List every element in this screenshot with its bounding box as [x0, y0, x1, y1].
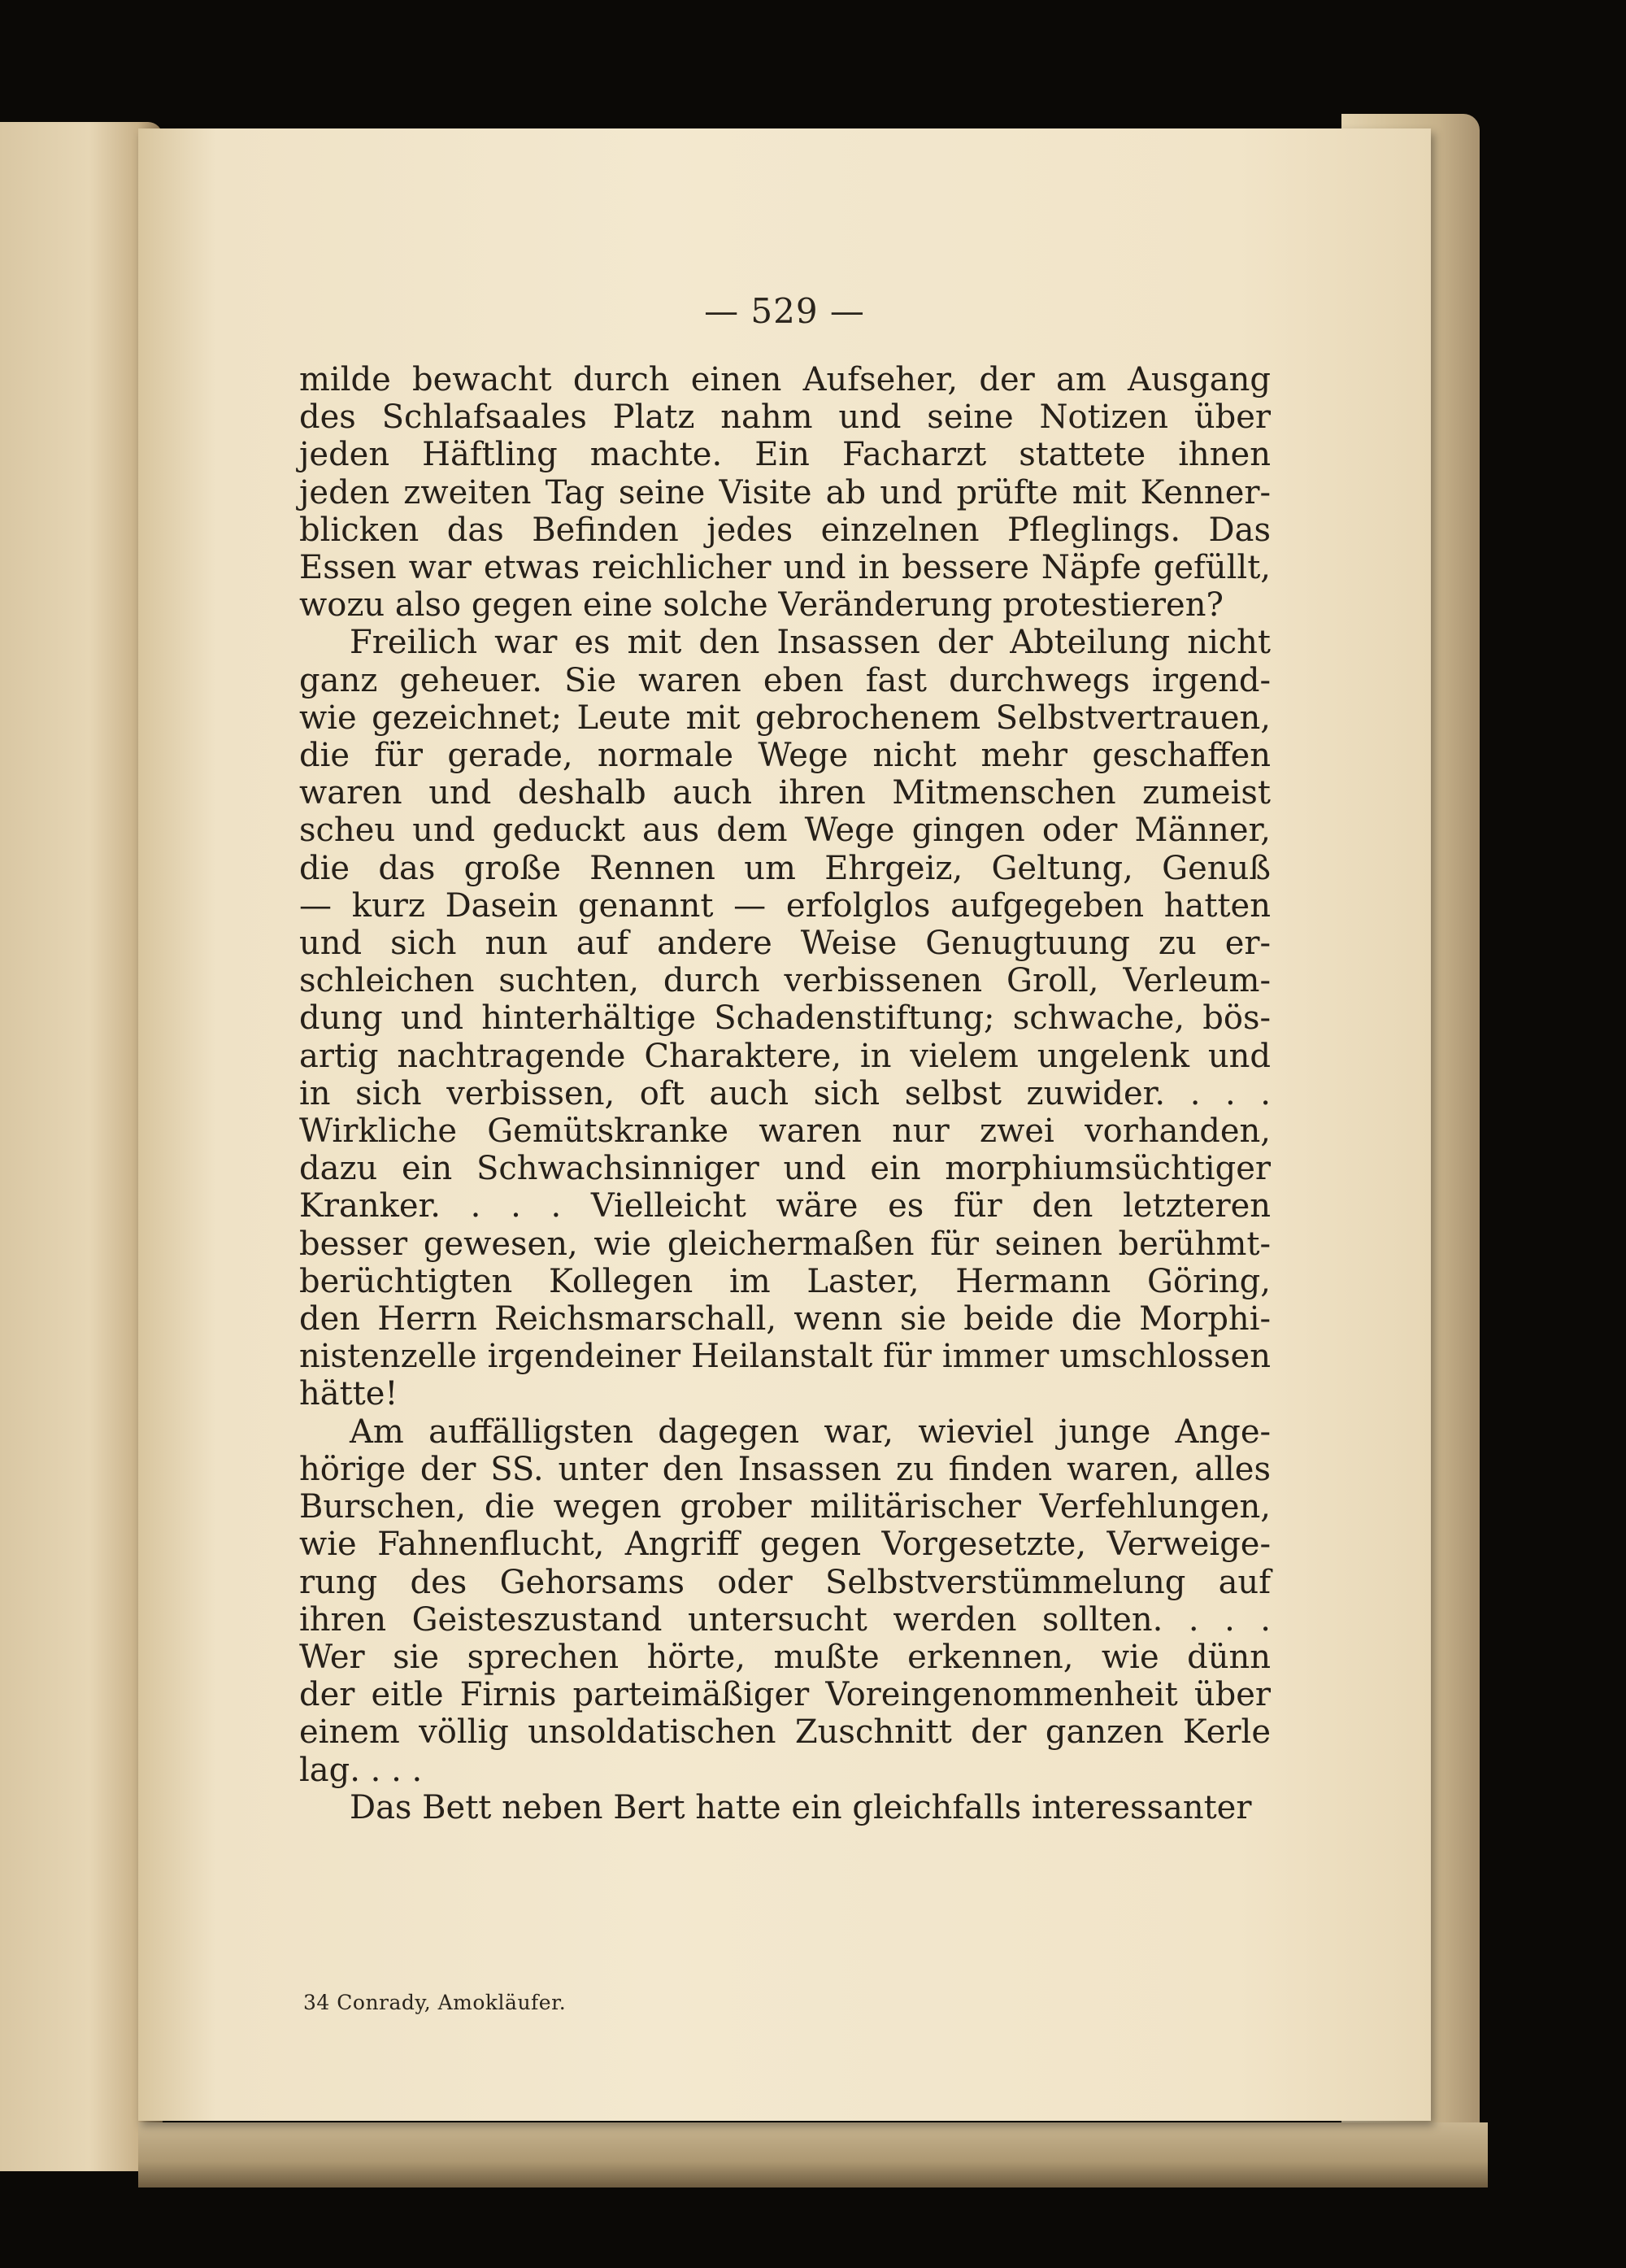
- text-line: nistenzelle irgendeiner Heilanstalt für immer umschlossen: [299, 1338, 1271, 1376]
- text-line: Freilich war es mit den Insassen der Abteilung nicht: [350, 624, 1271, 662]
- text-line: Das Bett neben Bert hatte ein gleichfalls interessanter: [350, 1788, 1252, 1826]
- text-line: blicken das Befinden jedes einzelnen Pfleglings. Das: [299, 511, 1271, 549]
- text-line: dazu ein Schwachsinniger und ein morphiumsüchtiger: [299, 1150, 1271, 1188]
- body-text: [299, 361, 1271, 1826]
- text-line: einem völlig unsoldatischen Zuschnitt der ganzen Kerle: [299, 1713, 1271, 1752]
- text-line: berüchtigten Kollegen im Laster, Hermann Göring,: [299, 1262, 1271, 1300]
- text-line: Wer sie sprechen hörte, mußte erkennen, wie dünn: [299, 1638, 1271, 1676]
- text-line: milde bewacht durch einen Aufseher, der am Ausgang: [299, 361, 1271, 398]
- text-line: hörige der SS. unter den Insassen zu finden waren, alles: [299, 1450, 1271, 1488]
- text-line: die für gerade, normale Wege nicht mehr geschaffen: [299, 737, 1271, 775]
- text-line: dung und hinterhältige Schadenstiftung; schwache, bös-: [299, 999, 1271, 1038]
- book-bottom-edge: [138, 2122, 1488, 2187]
- text-line: besser gewesen, wie gleichermaßen für seinen berühmt-: [299, 1225, 1271, 1263]
- text-line: jeden Häftling machte. Ein Facharzt stattete ihnen: [299, 436, 1271, 474]
- text-line: schleichen suchten, durch verbissenen Groll, Verleum-: [299, 962, 1271, 1000]
- paragraph: [299, 1789, 1271, 1826]
- text-line: scheu und geduckt aus dem Wege gingen oder Männer,: [299, 812, 1271, 850]
- text-line: Am auffälligsten dagegen war, wieviel junge Ange-: [350, 1413, 1271, 1451]
- text-line: hätte!: [299, 1375, 398, 1413]
- text-line: wozu also gegen eine solche Veränderung protestieren?: [299, 586, 1224, 625]
- text-line: ganz geheuer. Sie waren eben fast durchwegs irgend-: [299, 661, 1271, 699]
- book-page: [138, 128, 1431, 2121]
- text-line: in sich verbissen, oft auch sich selbst zuwider. . . .: [299, 1074, 1271, 1112]
- paragraph: [299, 361, 1271, 624]
- text-line: lag. . . .: [299, 1751, 423, 1789]
- text-line: ihren Geisteszustand untersucht werden sollten. . . .: [299, 1600, 1271, 1639]
- paragraph: [299, 624, 1271, 1413]
- text-line: den Herrn Reichsmarschall, wenn sie beide die Morphi-: [299, 1300, 1271, 1339]
- text-line: wie gezeichnet; Leute mit gebrochenem Selbstvertrauen,: [299, 699, 1271, 737]
- text-line: Essen war etwas reichlicher und in bessere Näpfe gefüllt,: [299, 549, 1271, 587]
- text-line: — kurz Dasein genannt — erfolglos aufgegeben hatten: [299, 886, 1271, 925]
- text-line: rung des Gehorsams oder Selbstverstümmelung auf: [299, 1563, 1271, 1601]
- text-line: der eitle Firnis parteimäßiger Voreingenommenheit über: [299, 1676, 1271, 1714]
- text-line: wie Fahnenflucht, Angriff gegen Vorgesetzte, Verweige-: [299, 1526, 1271, 1564]
- text-line: waren und deshalb auch ihren Mitmenschen zumeist: [299, 774, 1271, 812]
- text-line: artig nachtragende Charaktere, in vielem ungelenk und: [299, 1037, 1271, 1075]
- text-line: Kranker. . . . Vielleicht wäre es für den letzteren: [299, 1187, 1271, 1225]
- text-line: des Schlafsaales Platz nahm und seine Notizen über: [299, 398, 1271, 437]
- footer-signature: 34 Conrady, Amokläufer.: [303, 1991, 567, 2014]
- text-line: Burschen, die wegen grober militärischer Verfehlungen,: [299, 1488, 1271, 1526]
- text-line: die das große Rennen um Ehrgeiz, Geltung, Genuß: [299, 849, 1271, 887]
- text-line: jeden zweiten Tag seine Visite ab und prüfte mit Kenner-: [299, 473, 1271, 511]
- page-number: — 529 —: [704, 291, 865, 331]
- text-line: und sich nun auf andere Weise Genugtuung zu er-: [299, 925, 1271, 963]
- text-line: Wirkliche Gemütskranke waren nur zwei vorhanden,: [299, 1112, 1271, 1151]
- paragraph: [299, 1413, 1271, 1789]
